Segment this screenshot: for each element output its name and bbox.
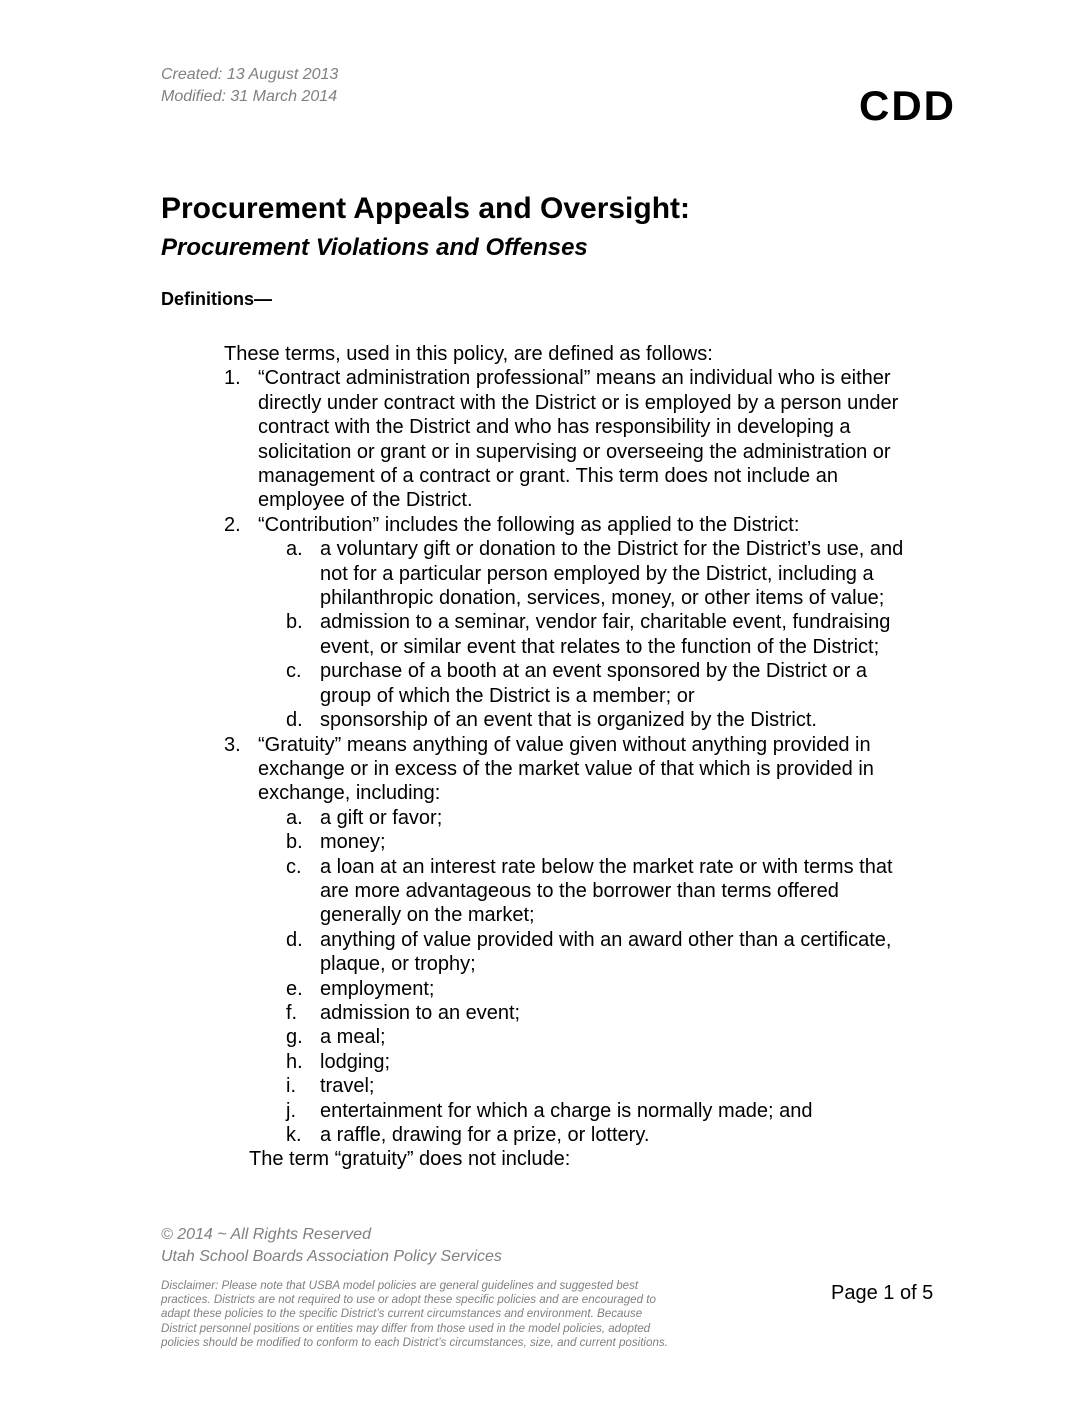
subitem-line: employment; bbox=[320, 977, 435, 1000]
subitem-letter: k. bbox=[286, 1124, 302, 1146]
page-subtitle: Procurement Violations and Offenses bbox=[161, 234, 588, 261]
definition-line: directly under contract with the District or is employed by a person under bbox=[258, 391, 899, 414]
definitions-body bbox=[0, 342, 1088, 1172]
subitem-line: a loan at an interest rate below the market rate or with terms that bbox=[320, 855, 893, 878]
definition-line: contract with the District and who has responsibility in developing a bbox=[258, 416, 851, 439]
footer-copyright bbox=[161, 1224, 502, 1268]
subitem bbox=[0, 1074, 1088, 1098]
gratuity-exclusion-note: The term “gratuity” does not include: bbox=[249, 1148, 571, 1171]
subitem-line: lodging; bbox=[320, 1050, 391, 1073]
subitem-letter: d. bbox=[286, 928, 303, 951]
definition-line: “Contract administration professional” means an individual who is either bbox=[258, 367, 891, 390]
subitem-letter: c. bbox=[286, 855, 302, 878]
subitem-letter: b. bbox=[286, 611, 303, 634]
subitem-letter: b. bbox=[286, 831, 303, 854]
subitem-line: a raffle, drawing for a prize, or lottery. bbox=[320, 1124, 650, 1146]
subitem-letter: c. bbox=[286, 660, 302, 683]
subitem-line: a gift or favor; bbox=[320, 806, 443, 829]
disclaimer-line: practices. Districts are not required to use or adopt these specific policies and are encouraged to bbox=[161, 1293, 656, 1307]
definition-item bbox=[0, 733, 1088, 757]
subitem-line: not for a particular person employed by the District, including a bbox=[320, 562, 874, 585]
subitem-letter: j. bbox=[286, 1099, 296, 1122]
definition-line: exchange, including: bbox=[258, 782, 441, 805]
subitem bbox=[0, 659, 1088, 683]
subitem bbox=[0, 1025, 1088, 1049]
subitem-letter: e. bbox=[286, 977, 303, 1000]
intro-text: These terms, used in this policy, are defined as follows: bbox=[224, 343, 713, 365]
subitem-line: a meal; bbox=[320, 1026, 386, 1049]
item-number: 2. bbox=[224, 513, 241, 536]
subitem-letter: d. bbox=[286, 709, 303, 732]
page-number: Page 1 of 5 bbox=[831, 1282, 934, 1304]
definition-line: “Contribution” includes the following as applied to the District: bbox=[258, 513, 800, 536]
subitem bbox=[0, 928, 1088, 952]
subitem-letter: g. bbox=[286, 1026, 303, 1049]
subitem bbox=[0, 537, 1088, 561]
definition-line: management of a contract or grant. This term does not include an bbox=[258, 465, 838, 488]
subitem bbox=[0, 1123, 1088, 1147]
subitem bbox=[0, 1001, 1088, 1025]
subitem bbox=[0, 806, 1088, 830]
subitem-line: generally on the market; bbox=[320, 904, 535, 927]
subitem-line: group of which the District is a member; or bbox=[320, 684, 695, 707]
subitem-line: are more advantageous to the borrower than terms offered bbox=[320, 879, 839, 902]
subitem-line: money; bbox=[320, 831, 386, 854]
created-date: Created: 13 August 2013 bbox=[161, 66, 339, 83]
subitem-letter: a. bbox=[286, 806, 303, 829]
subitem bbox=[0, 1099, 1088, 1123]
definition-item bbox=[0, 513, 1088, 537]
subitem-letter: h. bbox=[286, 1050, 303, 1073]
policy-code: CDD bbox=[859, 82, 956, 129]
subitem-line: event, or similar event that relates to the function of the District; bbox=[320, 635, 880, 658]
modified-date: Modified: 31 March 2014 bbox=[161, 88, 338, 105]
definition-line: “Gratuity” means anything of value given without anything provided in bbox=[258, 733, 871, 756]
subitem bbox=[0, 830, 1088, 854]
definition-line: employee of the District. bbox=[258, 489, 473, 512]
page-title: Procurement Appeals and Oversight: bbox=[161, 192, 691, 225]
definition-item bbox=[0, 366, 1088, 390]
subitem-line: plaque, or trophy; bbox=[320, 953, 476, 976]
definition-line: solicitation or grant or in supervising or overseeing the administration or bbox=[258, 440, 891, 463]
subitem-letter: a. bbox=[286, 538, 303, 561]
item-number: 3. bbox=[224, 733, 241, 756]
subitem bbox=[0, 610, 1088, 634]
subitem-line: travel; bbox=[320, 1075, 375, 1098]
definition-line: exchange or in excess of the market value of that which is provided in bbox=[258, 757, 874, 780]
section-heading: Definitions— bbox=[161, 289, 272, 309]
subitem-line: admission to an event; bbox=[320, 1001, 521, 1024]
subitem-letter: f. bbox=[286, 1001, 298, 1024]
subitem-letter: i. bbox=[286, 1075, 296, 1098]
disclaimer-line: District personnel positions or entities may differ from those used in the model policies, adopted bbox=[161, 1321, 651, 1335]
subitem bbox=[0, 977, 1088, 1001]
document-meta bbox=[161, 64, 338, 108]
subitem-line: a voluntary gift or donation to the District for the District’s use, and bbox=[320, 538, 904, 561]
subitem-line: philanthropic donation, services, money, or other items of value; bbox=[320, 587, 885, 610]
subitem bbox=[0, 1050, 1088, 1074]
item-number: 1. bbox=[224, 367, 241, 390]
disclaimer-line: adapt these policies to the specific District’s current circumstances and environment. Because bbox=[161, 1307, 643, 1321]
subitem-line: entertainment for which a charge is normally made; and bbox=[320, 1099, 813, 1122]
copyright-text: © 2014 ~ All Rights Reserved bbox=[161, 1226, 371, 1243]
disclaimer-line: Disclaimer: Please note that USBA model policies are general guidelines and suggested best bbox=[161, 1279, 639, 1292]
organization-text: Utah School Boards Association Policy Services bbox=[161, 1248, 502, 1265]
subitem-line: sponsorship of an event that is organized by the District. bbox=[320, 709, 817, 732]
disclaimer bbox=[161, 1279, 791, 1350]
subitem-line: anything of value provided with an award other than a certificate, bbox=[320, 928, 892, 951]
disclaimer-line: policies should be modified to conform to each District’s circumstances, size, and current positions. bbox=[161, 1335, 668, 1349]
subitem bbox=[0, 708, 1088, 732]
subitem-line: admission to a seminar, vendor fair, charitable event, fundraising bbox=[320, 611, 891, 634]
subitem-line: purchase of a booth at an event sponsored by the District or a bbox=[320, 660, 867, 683]
subitem bbox=[0, 855, 1088, 879]
